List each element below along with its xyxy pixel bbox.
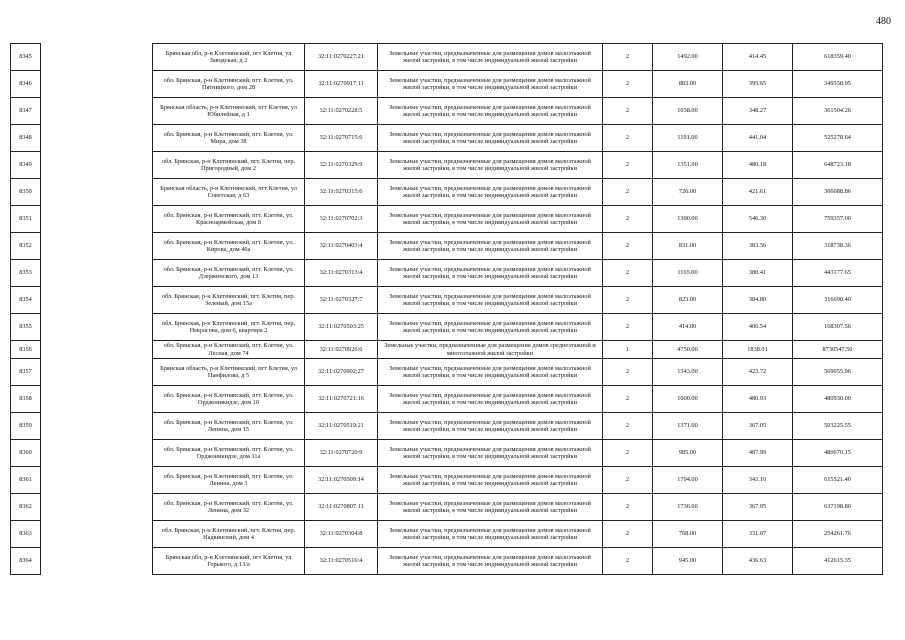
- parcel-number-cell: 8350: [11, 179, 41, 206]
- table-body: [11, 44, 883, 575]
- land-use-cell: Земельные участки, предназначенные для размещения домов малоэтажной жилой застройки, в том числе индивидуальной жилой застройки: [378, 98, 603, 125]
- spacer-cell: [41, 359, 153, 386]
- area-cell: 1191.00: [653, 125, 723, 152]
- group-cell: 2: [603, 233, 653, 260]
- address-cell: Брянская обл, р-н Клетнянский, пгт Клетня, ул Заводская, д 2: [153, 44, 305, 71]
- cadastral-number-cell: 32:11:0270313:4: [305, 260, 378, 287]
- spacer-cell: [41, 521, 153, 548]
- address-cell: Брянская обл, р-н Клетнянский, пгт Клетня, ул Горького, д 13/а: [153, 548, 305, 575]
- address-cell: обл. Брянская, р-н Клетнянский, пгт. Клетня, ул. Ленина, дом 15: [153, 413, 305, 440]
- area-cell: 726.00: [653, 179, 723, 206]
- parcel-number-cell: 8347: [11, 98, 41, 125]
- address-cell: обл. Брянская, р-н Клетнянский, пгт. Клетня, ул. Орджоникидзе, дом 11а: [153, 440, 305, 467]
- table-row: [11, 467, 883, 494]
- spacer-cell: [41, 440, 153, 467]
- group-cell: 2: [603, 521, 653, 548]
- table-row: [11, 233, 883, 260]
- specific-value-cell: 421.61: [723, 179, 793, 206]
- area-cell: 1736.00: [653, 494, 723, 521]
- spacer-cell: [41, 71, 153, 98]
- spacer-cell: [41, 314, 153, 341]
- land-use-cell: Земельные участки, предназначенные для размещения домов малоэтажной жилой застройки, в том числе индивидуальной жилой застройки: [378, 440, 603, 467]
- cadastral-value-cell: 648723.18: [793, 152, 883, 179]
- land-use-cell: Земельные участки, предназначенные для размещения домов малоэтажной жилой застройки, в том числе индивидуальной жилой застройки: [378, 287, 603, 314]
- land-use-cell: Земельные участки, предназначенные для размещения домов малоэтажной жилой застройки, в том числе индивидуальной жилой застройки: [378, 260, 603, 287]
- parcel-number-cell: 8361: [11, 467, 41, 494]
- parcel-number-cell: 8348: [11, 125, 41, 152]
- group-cell: 2: [603, 152, 653, 179]
- cadastral-number-cell: 32:11:0270315:6: [305, 179, 378, 206]
- spacer-cell: [41, 233, 153, 260]
- cadastral-value-cell: 254261.76: [793, 521, 883, 548]
- cadastral-number-cell: 32:11:0270228:5: [305, 98, 378, 125]
- area-cell: 1492.00: [653, 44, 723, 71]
- specific-value-cell: 487.99: [723, 440, 793, 467]
- cadastral-value-cell: 306088.86: [793, 179, 883, 206]
- spacer-cell: [41, 206, 153, 233]
- table-row: [11, 359, 883, 386]
- table-row: [11, 44, 883, 71]
- cadastral-value-cell: 168307.56: [793, 314, 883, 341]
- area-cell: 1000.00: [653, 386, 723, 413]
- spacer-cell: [41, 548, 153, 575]
- address-cell: обл. Брянская, р-н Клетнянский, пгт. Клетня, пер. Надвинский, дом 4: [153, 521, 305, 548]
- group-cell: 2: [603, 71, 653, 98]
- group-cell: 2: [603, 494, 653, 521]
- table-row: [11, 413, 883, 440]
- parcel-number-cell: 8363: [11, 521, 41, 548]
- parcel-number-cell: 8346: [11, 71, 41, 98]
- area-cell: 1794.00: [653, 467, 723, 494]
- cadastral-value-cell: 618359.40: [793, 44, 883, 71]
- specific-value-cell: 380.41: [723, 260, 793, 287]
- spacer-cell: [41, 179, 153, 206]
- parcel-number-cell: 8351: [11, 206, 41, 233]
- spacer-cell: [41, 125, 153, 152]
- group-cell: 2: [603, 125, 653, 152]
- parcel-number-cell: 8362: [11, 494, 41, 521]
- address-cell: обл. Брянская, р-н Клетнянский, пгт. Клетня, ул. Ленина, дом 32: [153, 494, 305, 521]
- spacer-cell: [41, 260, 153, 287]
- group-cell: 2: [603, 287, 653, 314]
- group-cell: 2: [603, 44, 653, 71]
- group-cell: 2: [603, 260, 653, 287]
- specific-value-cell: 414.45: [723, 44, 793, 71]
- land-use-cell: Земельные участки, предназначенные для размещения домов среднеэтажной и многоэтажной жилой застройки: [378, 341, 603, 359]
- table-row: [11, 71, 883, 98]
- table-row: [11, 521, 883, 548]
- cadastral-number-cell: 32:11:0270720:9: [305, 440, 378, 467]
- group-cell: 2: [603, 179, 653, 206]
- area-cell: 768.00: [653, 521, 723, 548]
- specific-value-cell: 383.56: [723, 233, 793, 260]
- cadastral-number-cell: 32:11:0270902:27: [305, 359, 378, 386]
- parcel-number-cell: 8358: [11, 386, 41, 413]
- group-cell: 2: [603, 206, 653, 233]
- table-row: [11, 152, 883, 179]
- group-cell: 2: [603, 386, 653, 413]
- spacer-cell: [41, 413, 153, 440]
- area-cell: 1343.00: [653, 359, 723, 386]
- area-cell: 414.00: [653, 314, 723, 341]
- cadastral-value-cell: 759357.00: [793, 206, 883, 233]
- cadastral-value-cell: 316690.40: [793, 287, 883, 314]
- cadastral-number-cell: 32:11:0270702:3: [305, 206, 378, 233]
- area-cell: 1390.00: [653, 206, 723, 233]
- specific-value-cell: 441.04: [723, 125, 793, 152]
- table-row: [11, 125, 883, 152]
- specific-value-cell: 384.80: [723, 287, 793, 314]
- land-use-cell: Земельные участки, предназначенные для размещения домов малоэтажной жилой застройки, в том числе индивидуальной жилой застройки: [378, 467, 603, 494]
- parcel-number-cell: 8352: [11, 233, 41, 260]
- cadastral-number-cell: 32:11:0270327:7: [305, 287, 378, 314]
- group-cell: 2: [603, 548, 653, 575]
- area-cell: 1351.00: [653, 152, 723, 179]
- cadastral-value-cell: 637198.80: [793, 494, 883, 521]
- parcel-number-cell: 8356: [11, 341, 41, 359]
- specific-value-cell: 546.30: [723, 206, 793, 233]
- group-cell: 2: [603, 314, 653, 341]
- spacer-cell: [41, 494, 153, 521]
- address-cell: обл. Брянская, р-н Клетнянский, пгт. Клетня, ул. Мира, дом 38: [153, 125, 305, 152]
- cadastral-number-cell: 32:11:0270509:14: [305, 467, 378, 494]
- specific-value-cell: 436.63: [723, 548, 793, 575]
- cadastral-number-cell: 32:11:0270926:6: [305, 341, 378, 359]
- cadastral-value-cell: 569055.96: [793, 359, 883, 386]
- cadastral-number-cell: 32:11:0270304:8: [305, 521, 378, 548]
- table-row: [11, 206, 883, 233]
- land-use-cell: Земельные участки, предназначенные для размещения домов малоэтажной жилой застройки, в том числе индивидуальной жилой застройки: [378, 125, 603, 152]
- cadastral-number-cell: 32:11:0270516:4: [305, 548, 378, 575]
- group-cell: 2: [603, 440, 653, 467]
- cadastral-value-cell: 361504.26: [793, 98, 883, 125]
- area-cell: 883.00: [653, 71, 723, 98]
- specific-value-cell: 331.07: [723, 521, 793, 548]
- cadastral-value-cell: 480930.00: [793, 386, 883, 413]
- parcel-number-cell: 8349: [11, 152, 41, 179]
- table-row: [11, 314, 883, 341]
- cadastral-value-cell: 8730547.50: [793, 341, 883, 359]
- land-use-cell: Земельные участки, предназначенные для размещения домов малоэтажной жилой застройки, в том числе индивидуальной жилой застройки: [378, 71, 603, 98]
- land-use-cell: Земельные участки, предназначенные для размещения домов малоэтажной жилой застройки, в том числе индивидуальной жилой застройки: [378, 314, 603, 341]
- area-cell: 945.00: [653, 548, 723, 575]
- area-cell: 4750.00: [653, 341, 723, 359]
- specific-value-cell: 343.10: [723, 467, 793, 494]
- address-cell: обл. Брянская, р-н Клетнянский, пгт. Клетня, ул. Ленина, дом 3: [153, 467, 305, 494]
- specific-value-cell: 367.05: [723, 494, 793, 521]
- table-row: [11, 548, 883, 575]
- parcel-number-cell: 8357: [11, 359, 41, 386]
- group-cell: 1: [603, 341, 653, 359]
- table-row: [11, 179, 883, 206]
- address-cell: обл. Брянская, р-н Клетнянский, пгт. Клетня, ул. Кирова, дом 40а: [153, 233, 305, 260]
- address-cell: обл. Брянская, р-н Клетнянский, пгт. Клетня, ул. Лесная, дом 74: [153, 341, 305, 359]
- address-cell: обл. Брянская, р-н Клетнянский, пгт. Клетня, пер. Пригородный, дом 2: [153, 152, 305, 179]
- land-use-cell: Земельные участки, предназначенные для размещения домов малоэтажной жилой застройки, в том числе индивидуальной жилой застройки: [378, 521, 603, 548]
- cadastral-value-cell: 318738.36: [793, 233, 883, 260]
- land-use-cell: Земельные участки, предназначенные для размещения домов малоэтажной жилой застройки, в том числе индивидуальной жилой застройки: [378, 152, 603, 179]
- spacer-cell: [41, 98, 153, 125]
- cadastral-value-cell: 615521.40: [793, 467, 883, 494]
- address-cell: Брянская область, р-н Клетнянский, пгт Клетня, ул Панфилова, д 5: [153, 359, 305, 386]
- land-use-cell: Земельные участки, предназначенные для размещения домов малоэтажной жилой застройки, в том числе индивидуальной жилой застройки: [378, 44, 603, 71]
- specific-value-cell: 395.65: [723, 71, 793, 98]
- table-row: [11, 341, 883, 359]
- cadastral-value-cell: 503225.55: [793, 413, 883, 440]
- parcel-number-cell: 8360: [11, 440, 41, 467]
- area-cell: 823.00: [653, 287, 723, 314]
- area-cell: 1038.00: [653, 98, 723, 125]
- parcel-number-cell: 8354: [11, 287, 41, 314]
- cadastral-number-cell: 32:11:0270519:21: [305, 413, 378, 440]
- cadastral-number-cell: 32:11:0270715:6: [305, 125, 378, 152]
- land-use-cell: Земельные участки, предназначенные для размещения домов малоэтажной жилой застройки, в том числе индивидуальной жилой застройки: [378, 413, 603, 440]
- address-cell: обл. Брянская, р-н Клетнянский, пгт. Клетня, пер. Зеленый, дом 15а: [153, 287, 305, 314]
- specific-value-cell: 423.72: [723, 359, 793, 386]
- cadastral-value-cell: 443177.65: [793, 260, 883, 287]
- land-use-cell: Земельные участки, предназначенные для размещения домов малоэтажной жилой застройки, в том числе индивидуальной жилой застройки: [378, 548, 603, 575]
- cadastral-value-table: [10, 43, 883, 575]
- address-cell: обл. Брянская, р-н Клетнянский, пгт. Клетня, ул. Дзержинского, дом 13: [153, 260, 305, 287]
- specific-value-cell: 406.54: [723, 314, 793, 341]
- group-cell: 2: [603, 98, 653, 125]
- land-use-cell: Земельные участки, предназначенные для размещения домов малоэтажной жилой застройки, в том числе индивидуальной жилой застройки: [378, 359, 603, 386]
- area-cell: 831.00: [653, 233, 723, 260]
- address-cell: обл. Брянская, р-н Клетнянский, пгт. Клетня, пер. Некрасова, дом 6, квартира 2: [153, 314, 305, 341]
- land-use-cell: Земельные участки, предназначенные для размещения домов малоэтажной жилой застройки, в том числе индивидуальной жилой застройки: [378, 206, 603, 233]
- page-number: 480: [876, 16, 891, 27]
- cadastral-value-cell: 525278.64: [793, 125, 883, 152]
- spacer-cell: [41, 386, 153, 413]
- area-cell: 1371.00: [653, 413, 723, 440]
- specific-value-cell: 348.27: [723, 98, 793, 125]
- parcel-number-cell: 8359: [11, 413, 41, 440]
- parcel-number-cell: 8345: [11, 44, 41, 71]
- land-use-cell: Земельные участки, предназначенные для размещения домов малоэтажной жилой застройки, в том числе индивидуальной жилой застройки: [378, 179, 603, 206]
- cadastral-number-cell: 32:11:0270503:25: [305, 314, 378, 341]
- area-cell: 985.00: [653, 440, 723, 467]
- cadastral-value-cell: 412615.35: [793, 548, 883, 575]
- cadastral-value-cell: 480670.15: [793, 440, 883, 467]
- address-cell: Брянская область, р-н Клетнянский, пгт Клетня, ул Юбилейная, д 1: [153, 98, 305, 125]
- group-cell: 2: [603, 359, 653, 386]
- land-use-cell: Земельные участки, предназначенные для размещения домов малоэтажной жилой застройки, в том числе индивидуальной жилой застройки: [378, 386, 603, 413]
- parcel-number-cell: 8355: [11, 314, 41, 341]
- area-cell: 1165.00: [653, 260, 723, 287]
- table-row: [11, 287, 883, 314]
- spacer-cell: [41, 44, 153, 71]
- table-row: [11, 494, 883, 521]
- cadastral-number-cell: 32:11:0270227:21: [305, 44, 378, 71]
- table-row: [11, 260, 883, 287]
- address-cell: обл. Брянская, р-н Клетнянский, пгт. Клетня, ул. Красноармейская, дом 8: [153, 206, 305, 233]
- address-cell: обл. Брянская, р-н Клетнянский, пгт. Клетня, ул. Пятницкого, дом 28: [153, 71, 305, 98]
- cadastral-number-cell: 32:11:0270721:16: [305, 386, 378, 413]
- group-cell: 2: [603, 467, 653, 494]
- spacer-cell: [41, 341, 153, 359]
- table-row: [11, 440, 883, 467]
- cadastral-number-cell: 32:11:0270917:11: [305, 71, 378, 98]
- land-use-cell: Земельные участки, предназначенные для размещения домов малоэтажной жилой застройки, в том числе индивидуальной жилой застройки: [378, 494, 603, 521]
- parcel-number-cell: 8364: [11, 548, 41, 575]
- cadastral-value-cell: 349358.95: [793, 71, 883, 98]
- table-row: [11, 98, 883, 125]
- cadastral-number-cell: 32:11:0270403:4: [305, 233, 378, 260]
- specific-value-cell: 367.05: [723, 413, 793, 440]
- table-row: [11, 386, 883, 413]
- address-cell: обл. Брянская, р-н Клетнянский, пгт. Клетня, ул. Орджоникидзе, дом 10: [153, 386, 305, 413]
- land-use-cell: Земельные участки, предназначенные для размещения домов малоэтажной жилой застройки, в том числе индивидуальной жилой застройки: [378, 233, 603, 260]
- spacer-cell: [41, 287, 153, 314]
- spacer-cell: [41, 152, 153, 179]
- group-cell: 2: [603, 413, 653, 440]
- specific-value-cell: 1838.01: [723, 341, 793, 359]
- cadastral-number-cell: 32:11:0270807:11: [305, 494, 378, 521]
- cadastral-number-cell: 32:11:0270329:9: [305, 152, 378, 179]
- specific-value-cell: 480.18: [723, 152, 793, 179]
- spacer-cell: [41, 467, 153, 494]
- address-cell: Брянская область, р-н Клетнянский, пгт Клетня, ул Советская, д 63: [153, 179, 305, 206]
- specific-value-cell: 480.93: [723, 386, 793, 413]
- parcel-number-cell: 8353: [11, 260, 41, 287]
